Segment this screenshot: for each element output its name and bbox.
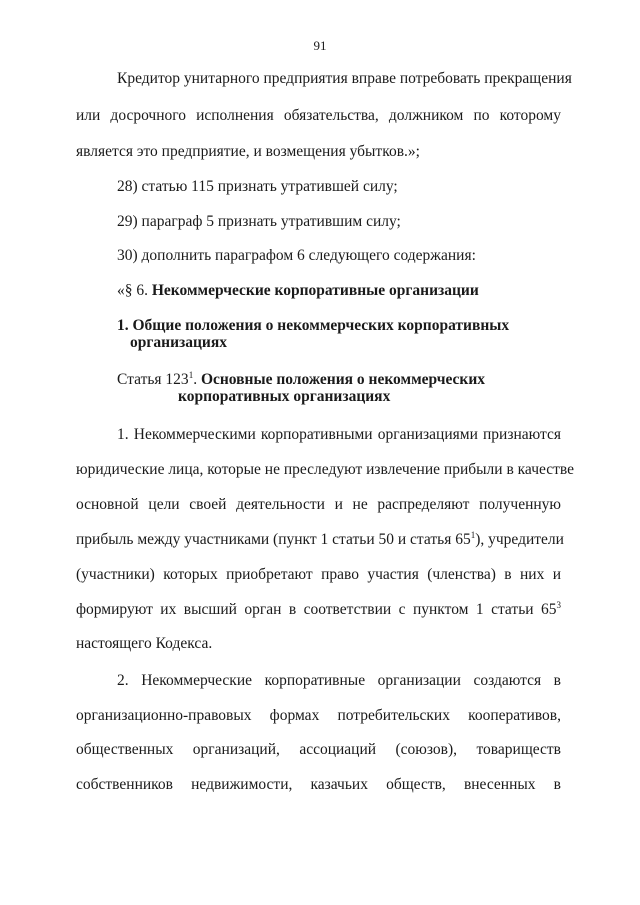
- paragraph-line: [76, 601, 561, 619]
- article-superscript: 1: [188, 370, 194, 380]
- paragraph-line: основной цели своей деятельности и не распределяют полученную: [76, 496, 561, 513]
- text-run: прибыль между участниками (пункт 1 статьи 50 и статья 65: [76, 531, 471, 548]
- section-prefix: «§ 6.: [117, 282, 152, 299]
- article-dot: .: [193, 371, 201, 388]
- paragraph-line: или досрочного исполнения обязательства, должником по которому: [76, 107, 561, 124]
- article-label: Статья 123: [117, 371, 189, 388]
- paragraph-line: настоящего Кодекса.: [76, 635, 213, 652]
- section-title: Некоммерческие корпоративные организации: [151, 282, 479, 299]
- superscript: 1: [470, 530, 476, 540]
- article-title-continued: корпоративных организациях: [178, 388, 391, 405]
- paragraph-line: организационно-правовых формах потребительских кооперативов,: [76, 707, 561, 724]
- paragraph-line: 1. Некоммерческими корпоративными организациями признаются: [117, 426, 561, 443]
- text-run: ), учредители: [475, 531, 564, 548]
- article-heading: [117, 371, 485, 389]
- page-number: 91: [313, 38, 327, 53]
- paragraph-line: [76, 530, 564, 549]
- list-item: 30) дополнить параграфом 6 следующего содержания:: [117, 247, 476, 264]
- subsection-heading: организациях: [130, 334, 227, 351]
- paragraph-line: Кредитор унитарного предприятия вправе потребовать прекращения: [117, 70, 572, 87]
- section-heading: [117, 282, 479, 300]
- subsection-heading: 1. Общие положения о некоммерческих корпоративных: [117, 317, 510, 334]
- superscript: 3: [556, 600, 561, 610]
- article-title: Основные положения о некоммерческих: [200, 371, 486, 388]
- list-item: 29) параграф 5 признать утратившим силу;: [117, 213, 401, 230]
- paragraph-line: собственников недвижимости, казачьих обществ, внесенных в: [76, 776, 561, 793]
- paragraph-line: является это предприятие, и возмещения убытков.»;: [76, 143, 420, 160]
- paragraph-line: (участники) которых приобретают право участия (членства) в них и: [76, 566, 561, 583]
- paragraph-line: общественных организаций, ассоциаций (союзов), товариществ: [76, 741, 561, 758]
- text-run: формируют их высший орган в соответствии с пунктом 1 статьи 65: [76, 601, 557, 618]
- list-item: 28) статью 115 признать утратившей силу;: [117, 178, 398, 195]
- paragraph-line: 2. Некоммерческие корпоративные организации создаются в: [117, 672, 561, 689]
- paragraph-line: юридические лица, которые не преследуют извлечение прибыли в качестве: [76, 461, 575, 478]
